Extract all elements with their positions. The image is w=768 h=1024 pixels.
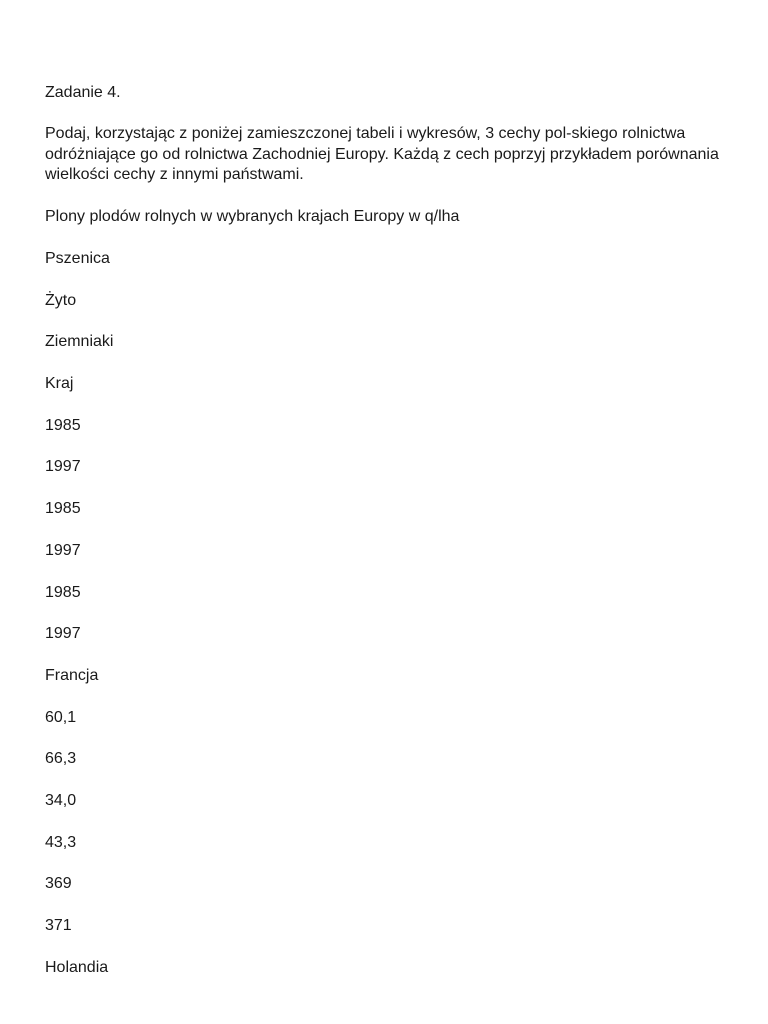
task-title: Zadanie 4. [45, 84, 121, 101]
table-value: 34,0 [45, 791, 77, 809]
table-value: 66,3 [45, 750, 77, 768]
year-header: 1985 [45, 500, 81, 518]
table-value: 371 [45, 917, 72, 934]
crop-header-potatoes: Ziemniaki [45, 333, 114, 351]
table-cells [45, 249, 113, 999]
table-caption: Plony plodów rolnych w wybranych krajach Europy w q/lha [45, 208, 460, 225]
year-header: 1997 [45, 541, 81, 559]
country-name: Francja [45, 666, 99, 684]
country-header: Kraj [45, 375, 74, 393]
crop-header-wheat: Pszenica [45, 250, 110, 267]
instruction-text: Podaj, korzystając z poniżej zamieszczonej tabeli i wykresów, 3 cechy pol-skiego rolnictwa odróżniające go od rolnictwa Zachodniej Europy. Każdą z cech poprzyj przykładem porównania wielkości cechy z innymi państwami. [45, 125, 719, 183]
year-header: 1985 [45, 416, 81, 434]
country-name: Holandia [45, 958, 109, 976]
year-header: 1997 [45, 625, 81, 643]
task-instruction [45, 124, 735, 186]
year-header: 1997 [45, 458, 81, 476]
table-value: 60,1 [45, 708, 77, 726]
table-value: 43,3 [45, 833, 77, 851]
table-value: 369 [45, 875, 72, 893]
year-header: 1985 [45, 583, 81, 601]
crop-header-rye: Żyto [45, 291, 77, 309]
